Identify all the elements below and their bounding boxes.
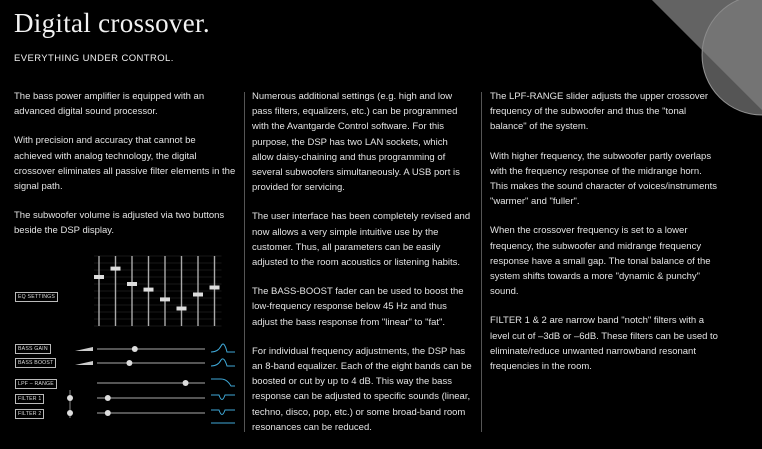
filter-1-slider-knob <box>105 395 111 401</box>
bass-gain-curve-icon <box>211 344 235 352</box>
paragraph: Numerous additional settings (e.g. high and low pass filters, equalizers, etc.) can be programmed with the Avantgarde Control software. For this purpose, the DSP has two LAN sockets, which allow daisy-chaining and thus programming of several subwoofers simultaneously. A USB port is provided for servicing. <box>252 91 460 194</box>
paragraph: The subwoofer volume is adjusted via two buttons beside the DSP display. <box>14 210 225 237</box>
paragraph: For individual frequency adjustments, the DSP has an 8-band equalizer. Each of the eight bands can be boosted or cut by up to 4 dB. This way the bass response can be adjusted to specific sounds (linear, techno, disco, pop, etc.) or some broad-band room resonances can be reduced. <box>252 345 472 433</box>
eq-fader-knob <box>160 297 170 301</box>
dsp-control-diagram <box>15 248 240 428</box>
filter-2-switch <box>67 410 73 416</box>
text-column-2 <box>252 89 472 449</box>
paragraph: The bass power amplifier is equipped with an advanced digital sound processor. <box>14 91 205 118</box>
column-divider-1 <box>244 92 245 432</box>
bass-gain-slider-knob <box>132 346 138 352</box>
filter-1-curve-icon <box>211 395 235 400</box>
paragraph: FILTER 1 & 2 are narrow band "notch" filters with a level cut of –3dB or –6dB. These filters can be used to eliminate/reduce unwanted narrowband resonant frequencies in the room. <box>490 315 718 373</box>
bass-gain-wedge <box>75 347 93 351</box>
eq-fader-knob <box>111 267 121 271</box>
lpf-curve-icon <box>211 379 235 386</box>
paragraph: The BASS-BOOST fader can be used to boost the low-frequency response below 45 Hz and thus adjust the bass response from "linear" to "fat". <box>252 286 464 328</box>
page-title: Digital crossover. <box>14 8 210 38</box>
eq-fader-knob <box>127 282 137 286</box>
text-column-3 <box>490 89 720 388</box>
eq-fader-knob <box>193 293 203 297</box>
column-divider-2 <box>481 92 482 432</box>
paragraph: With precision and accuracy that cannot be achieved with analog technology, the digital crossover eliminates all passive filter elements in the signal path. <box>14 135 236 193</box>
eq-fader-knob <box>144 288 154 292</box>
label-bass-gain: BASS GAIN <box>15 344 51 354</box>
text-column-1 <box>14 89 236 253</box>
bass-boost-slider-knob <box>126 360 132 366</box>
filter-2-curve-icon <box>211 410 235 415</box>
bass-boost-curve-icon <box>211 359 235 366</box>
label-lpf-range: LPF – RANGE <box>15 379 57 389</box>
paragraph: The user interface has been completely revised and now allows a very simple intuitive use by the customer. Thus, all parameters can be easily adjusted to the room acoustics or listening habits. <box>252 211 471 269</box>
filter-1-switch <box>67 395 73 401</box>
dsp-diagram-graphic <box>15 248 240 428</box>
label-eq-settings: EQ SETTINGS <box>15 292 58 302</box>
paragraph: The LPF-RANGE slider adjusts the upper crossover frequency of the subwoofer and thus the "tonal balance" of the system. <box>490 91 709 133</box>
eq-fader-knob <box>177 307 187 311</box>
page-subtitle: EVERYTHING UNDER CONTROL. <box>14 53 174 64</box>
lpf-range-slider-knob <box>183 380 189 386</box>
paragraph: When the crossover frequency is set to a lower frequency, the subwoofer and midrange frequency response have a small gap. The tonal balance of the system shifts towards a more "dynamic & punchy" sound. <box>490 225 711 298</box>
filter-2-slider-knob <box>105 410 111 416</box>
label-filter-1: FILTER 1 <box>15 394 44 404</box>
eq-fader-knob <box>210 286 220 290</box>
label-filter-2: FILTER 2 <box>15 409 44 419</box>
bass-boost-wedge <box>75 361 93 365</box>
eq-fader-knob <box>94 275 104 279</box>
paragraph: With higher frequency, the subwoofer partly overlaps with the frequency response of the midrange horn. This makes the sound character of voices/instruments "warmer" and "fuller". <box>490 150 718 208</box>
label-bass-boost: BASS BOOST <box>15 358 56 368</box>
